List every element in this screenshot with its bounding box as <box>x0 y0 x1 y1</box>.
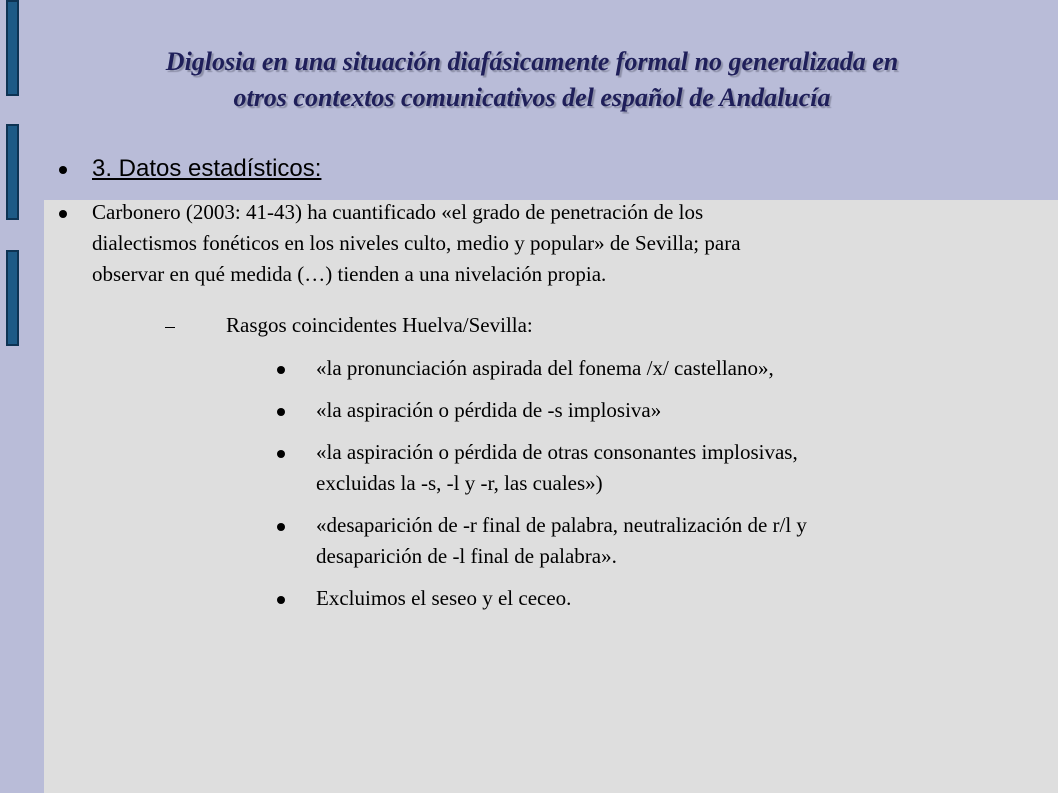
bullet-icon <box>277 523 285 531</box>
bullet-icon <box>59 166 67 174</box>
accent-bar <box>6 0 19 96</box>
list-item-continuation: desaparición de -l final de palabra». <box>316 544 617 568</box>
bullet-icon <box>277 450 285 458</box>
slide-title-line: otros contextos comunicativos del español de Andalucía <box>233 83 831 112</box>
bullet-icon <box>277 408 285 416</box>
slide-title <box>60 44 1004 116</box>
list-item-continuation: excluidas la -s, -l y -r, las cuales») <box>316 471 603 495</box>
dash-icon <box>165 327 175 328</box>
accent-bar <box>6 124 19 220</box>
list-item: «la aspiración o pérdida de otras consonantes implosivas, <box>316 440 798 464</box>
intro-line: dialectismos fonéticos en los niveles culto, medio y popular» de Sevilla; para <box>92 231 741 255</box>
bullet-icon <box>59 210 67 218</box>
bullet-icon <box>277 366 285 374</box>
list-item: «la pronunciación aspirada del fonema /x/ castellano», <box>316 356 774 380</box>
list-item: Excluimos el seseo y el ceceo. <box>316 586 572 610</box>
subheading: Rasgos coincidentes Huelva/Sevilla: <box>226 313 533 337</box>
list-item: «desaparición de -r final de palabra, neutralización de r/l y <box>316 513 807 537</box>
intro-line: observar en qué medida (…) tienden a una nivelación propia. <box>92 262 607 286</box>
accent-bar <box>6 250 19 346</box>
list-item: «la aspiración o pérdida de -s implosiva» <box>316 398 662 422</box>
left-sidebar-strip <box>0 0 44 793</box>
intro-line: Carbonero (2003: 41-43) ha cuantificado «el grado de penetración de los <box>92 200 704 224</box>
section-heading: 3. Datos estadísticos: <box>92 155 322 182</box>
bullet-icon <box>277 596 285 604</box>
slide-title-line: Diglosia en una situación diafásicamente formal no generalizada en <box>165 47 899 76</box>
